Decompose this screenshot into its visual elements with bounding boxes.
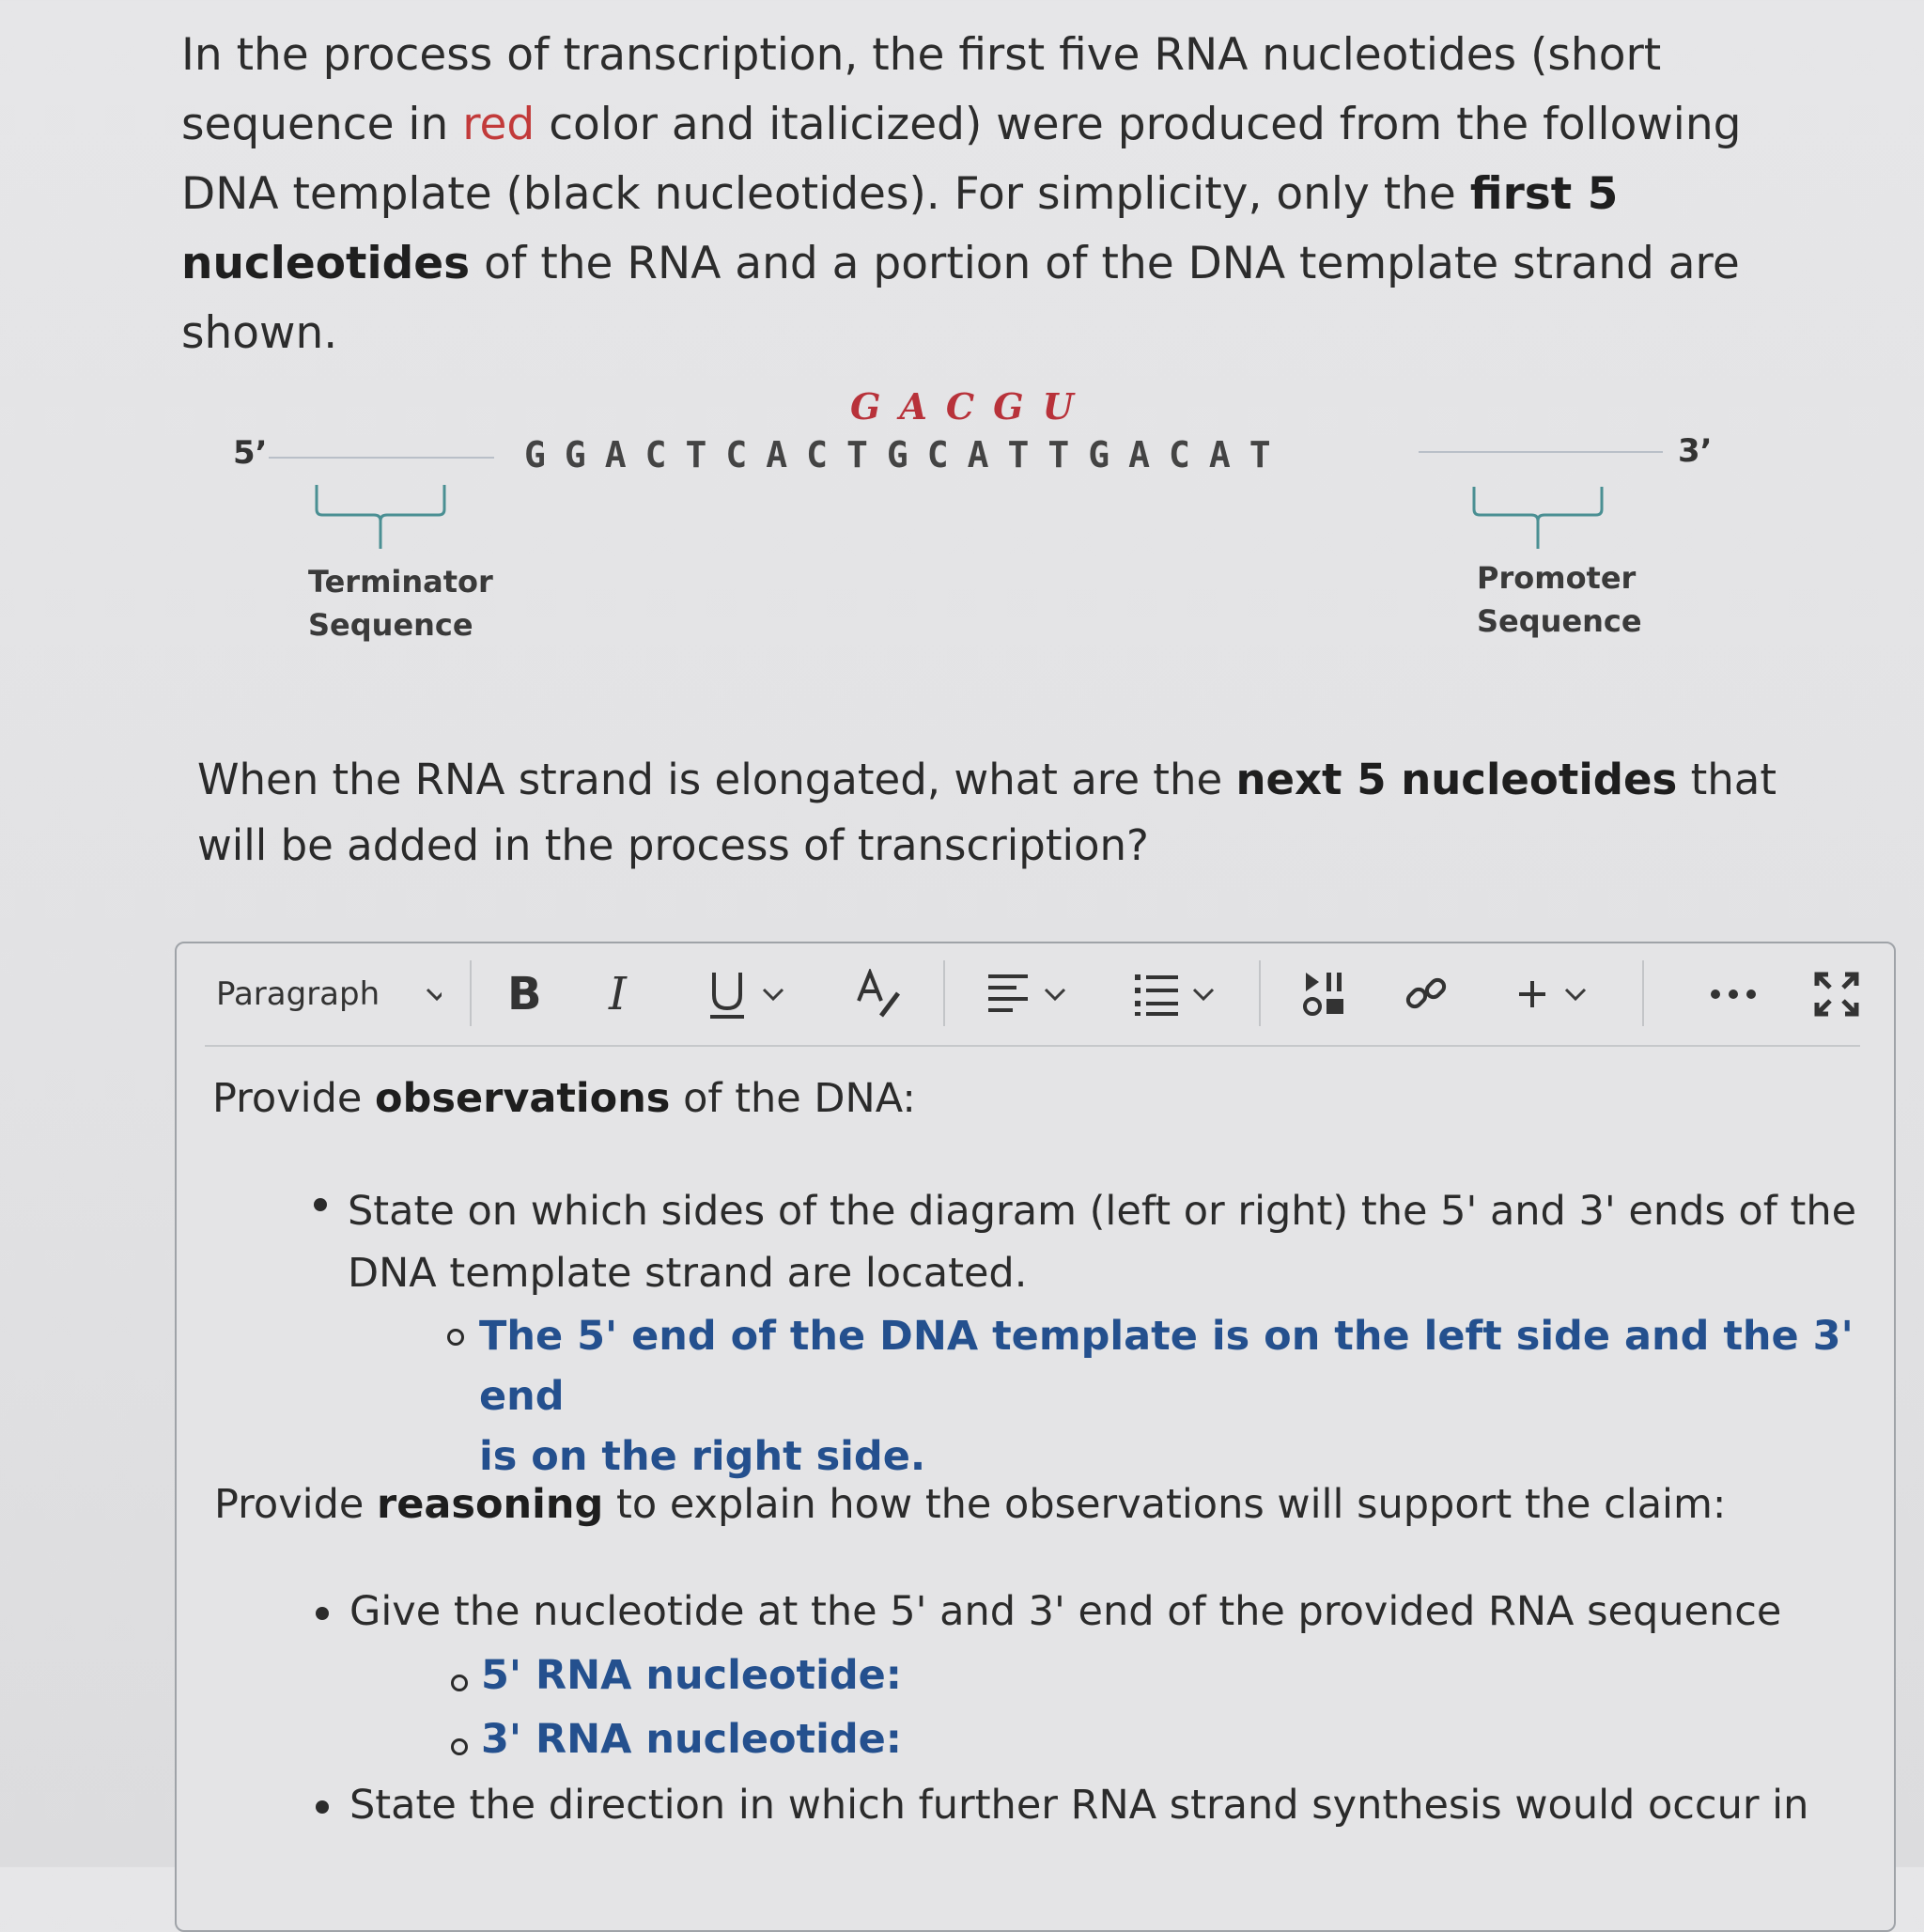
three-prime-rna-nucleotide-label: 3' RNA nucleotide: xyxy=(481,1716,902,1763)
media-button[interactable] xyxy=(1302,966,1349,1022)
fullscreen-button[interactable] xyxy=(1813,966,1860,1022)
answer-ends-location: The 5' end of the DNA template is on the left side and the 3' end is on the right side. xyxy=(479,1313,1854,1480)
align-icon xyxy=(986,971,1030,1018)
underline-button[interactable] xyxy=(706,966,800,1022)
question-text: When the RNA strand is elongated, what are the next 5 nucleotides that will be added in the process of transcription? xyxy=(197,755,1777,870)
fullscreen-icon xyxy=(1813,971,1860,1018)
observations-prompt: Provide observations of the DNA: xyxy=(212,1075,916,1122)
five-prime-rna-nucleotide-label: 5' RNA nucleotide: xyxy=(481,1652,902,1699)
chevron-down-icon xyxy=(1563,987,1588,1002)
toolbar-separator xyxy=(1642,960,1644,1026)
promoter-label: Promoter Sequence xyxy=(1477,560,1642,639)
terminator-bracket-icon xyxy=(310,479,451,554)
three-prime-label: 3’ xyxy=(1678,432,1713,470)
intro-text-1: In the process of transcription, the first five RNA nucleotides (short sequence in xyxy=(181,29,1662,150)
terminator-label: Terminator Sequence xyxy=(308,564,493,643)
toolbar-separator xyxy=(470,960,472,1026)
text-color-button[interactable] xyxy=(853,966,909,1022)
editor-toolbar xyxy=(205,943,1860,1047)
dna-diagram xyxy=(0,0,1924,677)
reasoning-prompt: Provide reasoning to explain how the observations will support the claim: xyxy=(214,1481,1727,1528)
rna-sequence: GACGU xyxy=(850,385,1093,428)
bullet-ends-location: State on which sides of the diagram (left or right) the 5' and 3' ends of the DNA template strand are located. xyxy=(348,1188,1857,1297)
intro-text-2: color and italicized) were produced from the following DNA template (black nucleotides). For simplicity, only the xyxy=(181,99,1742,220)
bullet-marker xyxy=(314,1198,327,1211)
bold-button[interactable] xyxy=(507,966,554,1022)
bold-icon: B xyxy=(507,968,542,1021)
bullet-synthesis-direction: State the direction in which further RNA strand synthesis would occur in xyxy=(349,1782,1809,1829)
intro-bold: first 5 nucleotides xyxy=(181,168,1619,289)
intro-text-3: of the RNA and a portion of the DNA template strand are shown. xyxy=(181,238,1740,359)
block-format-select[interactable] xyxy=(216,966,442,1022)
more-icon xyxy=(1710,989,1757,1000)
right-strand-line xyxy=(1419,451,1663,453)
italic-button[interactable] xyxy=(609,966,646,1022)
promoter-bracket-icon xyxy=(1467,481,1608,556)
list-icon xyxy=(1133,971,1180,1018)
toolbar-separator xyxy=(1259,960,1261,1026)
list-button[interactable] xyxy=(1133,966,1227,1022)
intro-red-word: red xyxy=(462,99,535,150)
bullet-marker xyxy=(316,1800,329,1814)
text-color-icon xyxy=(853,969,902,1020)
dna-template-sequence: GGACTCACTGCATTGACAT xyxy=(524,434,1290,475)
sub-bullet-marker xyxy=(451,1738,468,1755)
sub-bullet-marker xyxy=(451,1675,468,1691)
question-bold: next 5 nucleotides xyxy=(1235,755,1678,804)
underline-icon xyxy=(706,969,748,1020)
insert-button[interactable] xyxy=(1516,966,1610,1022)
chevron-down-icon xyxy=(425,987,442,1002)
five-prime-label: 5’ xyxy=(233,434,268,472)
link-icon xyxy=(1404,971,1451,1018)
rich-text-editor xyxy=(175,942,1896,1932)
toolbar-separator xyxy=(943,960,945,1026)
media-icon xyxy=(1302,971,1347,1018)
chevron-down-icon xyxy=(1043,987,1067,1002)
link-button[interactable] xyxy=(1404,966,1456,1022)
bullet-rna-ends: Give the nucleotide at the 5' and 3' end of the provided RNA sequence xyxy=(349,1588,1782,1635)
chevron-down-icon xyxy=(1191,987,1216,1002)
chevron-down-icon xyxy=(761,987,785,1002)
sub-bullet-marker xyxy=(447,1329,464,1346)
more-button[interactable] xyxy=(1710,966,1766,1022)
italic-icon: I xyxy=(609,968,627,1021)
block-format-label: Paragraph xyxy=(216,975,380,1013)
plus-icon xyxy=(1516,978,1548,1010)
bullet-marker xyxy=(316,1607,329,1620)
align-button[interactable] xyxy=(986,966,1080,1022)
left-strand-line xyxy=(269,457,494,459)
